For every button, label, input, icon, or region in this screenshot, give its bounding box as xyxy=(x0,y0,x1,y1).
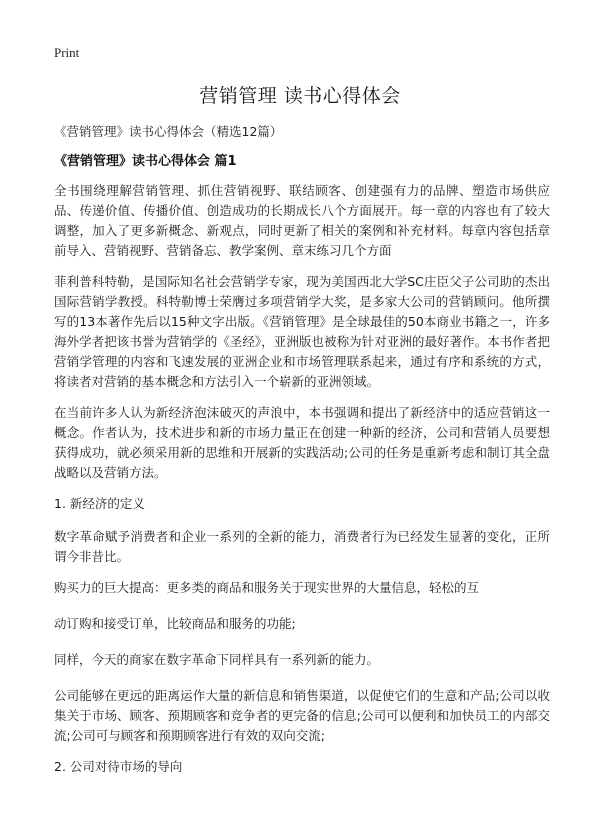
paragraph-author: 菲利普科特勒，是国际知名社会营销学专家，现为美国西北大学SC庄臣父子公司助的杰出国际营销学教授。科特勒博士荣膺过多项营销学大奖，是多家大公司的营销顾问。他所撰写的13本著作先后以15种文字出版。《营销管理》是全球最佳的50本商业书籍之一，许多海外学者把该书誉为营销学的《圣经》，亚洲版也被称为针对亚洲的最好著作。本书作者把营销学管理的内容和飞速发展的亚洲企业和市场管理联系起来，通过有序和系统的方式，将读者对营销的基本概念和方法引入一个崭新的亚洲领域。 xyxy=(54,274,550,389)
paragraph-company-capabilities: 公司能够在更远的距离运作大量的新信息和销售渠道，以促使它们的生意和产品;公司以收集关于市场、顾客、预期顾客和竞争者的更完备的信息;公司可以便利和加快员工的内部交流;公司可与顾客和预期顾客进行有效的双向交流; xyxy=(54,688,550,743)
page-title: 营销管理 读书心得体会 xyxy=(199,85,401,107)
document-body xyxy=(54,181,550,790)
paragraph-merchants: 同样，今天的商家在数字革命下同样具有一系列新的能力。 xyxy=(54,652,380,667)
paragraph-new-economy-context: 在当前许多人认为新经济泡沫破灭的声浪中，本书强调和提出了新经济中的适应营销这一概念。作者认为，技术进步和新的市场力量正在创建一种新的经济，公司和营销人员要想获得成功，就必须采用新的思维和开展新的实践活动;公司的任务是重新考虑和制订其全盘战略以及营销方法。 xyxy=(54,405,550,480)
paragraph-ordering: 动订购和接受订单，比较商品和服务的功能; xyxy=(54,616,296,631)
subheading-new-economy: 1. 新经济的定义 xyxy=(54,496,145,511)
subheading-market-orientation: 2. 公司对待市场的导向 xyxy=(54,759,183,774)
paragraph-purchasing-power: 购买力的巨大提高：更多类的商品和服务关于现实世界的大量信息，轻松的互 xyxy=(54,580,480,595)
document-subtitle: 《营销管理》读书心得体会（精选12篇） xyxy=(54,124,283,139)
paragraph-digital-revolution: 数字革命赋予消费者和企业一系列的全新的能力，消费者行为已经发生显著的变化，正所谓今非昔比。 xyxy=(54,529,550,564)
paragraph-intro: 全书围绕理解营销管理、抓住营销视野、联结顾客、创建强有力的品牌、塑造市场供应品、传递价值、传播价值、创造成功的长期成长八个方面展开。每一章的内容也有了较大调整，加入了更多新概念、新观点，同时更新了相关的案例和补充材料。每章内容包括章前导入、营销视野、营销备忘、教学案例、章末练习几个方面 xyxy=(54,183,550,258)
section-heading: 《营销管理》读书心得体会 篇1 xyxy=(54,154,237,169)
print-label[interactable]: Print xyxy=(54,45,80,60)
